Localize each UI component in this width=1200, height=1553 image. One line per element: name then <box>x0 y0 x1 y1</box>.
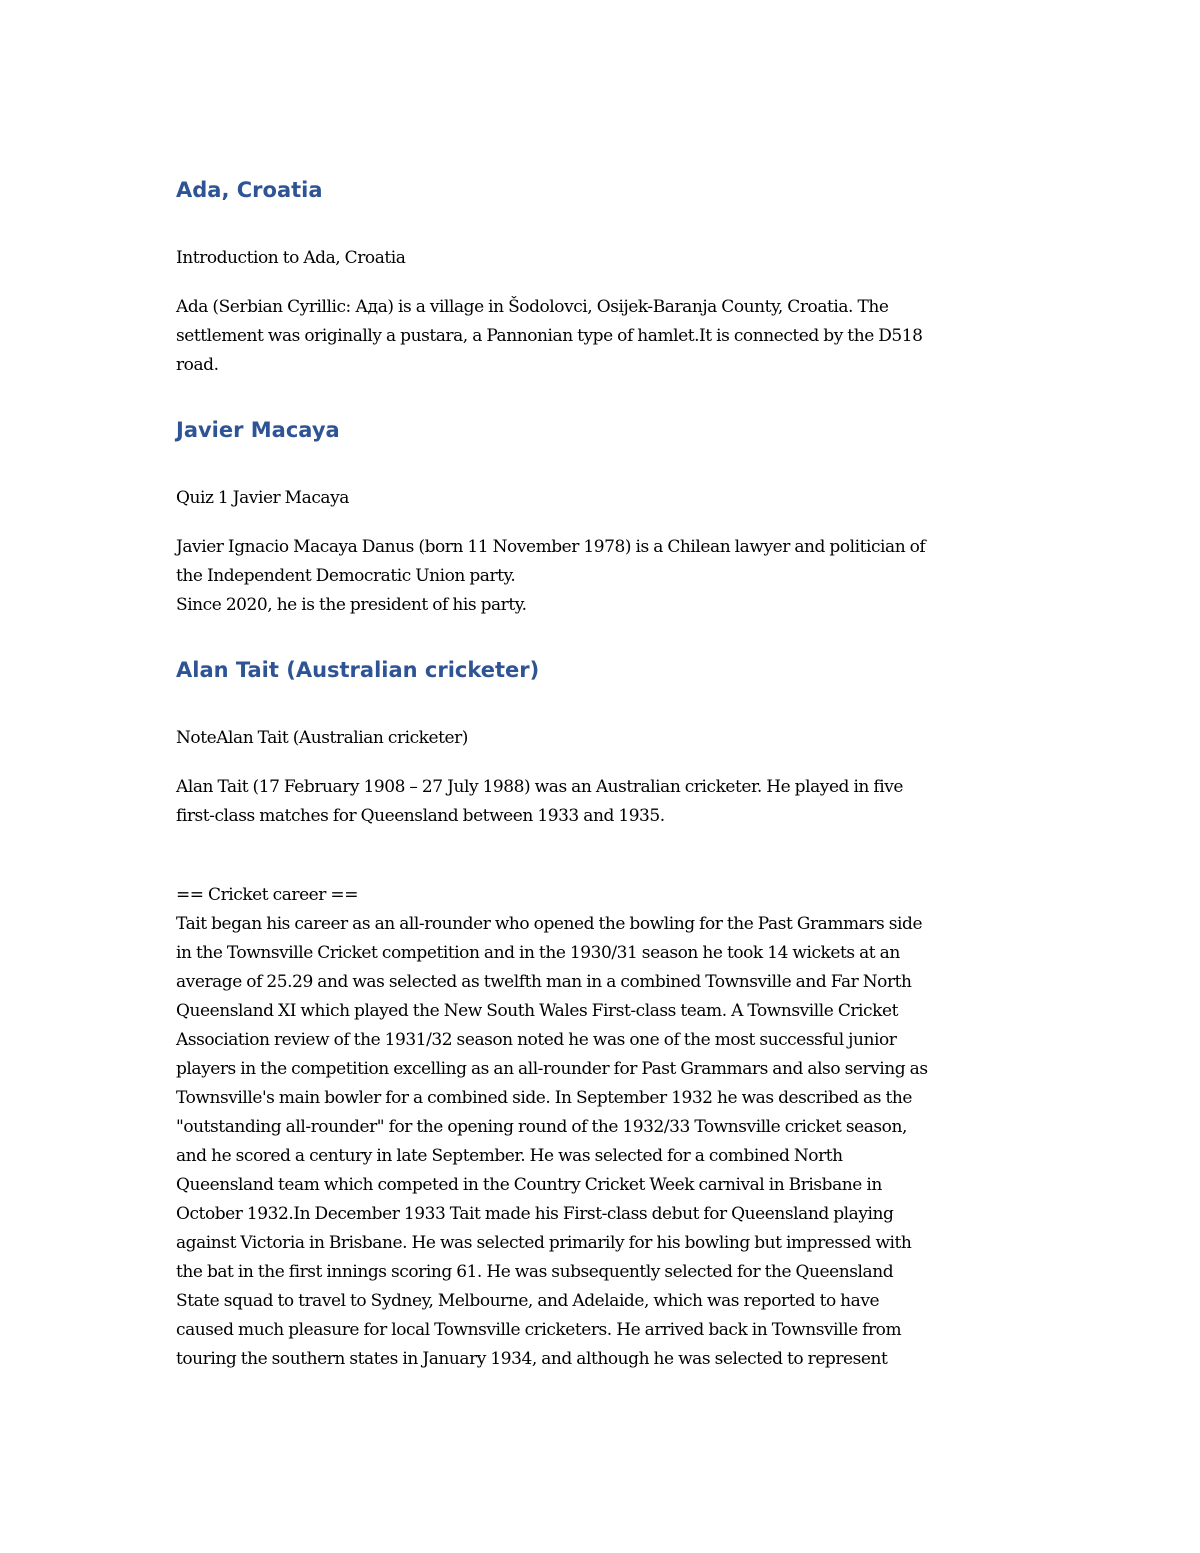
body-line: State squad to travel to Sydney, Melbourne, and Adelaide, which was reported to have <box>176 1291 880 1311</box>
body-line: touring the southern states in January 1934, and although he was selected to represent <box>176 1349 888 1369</box>
body-line: Ada (Serbian Cyrillic: Ада) is a village in Šodolovci, Osijek-Baranja County, Croatia. The <box>176 297 889 317</box>
body-line: Alan Tait (17 February 1908 – 27 July 1988) was an Australian cricketer. He played in five <box>176 777 903 797</box>
body-line: first-class matches for Queensland between 1933 and 1935. <box>176 806 665 826</box>
section-subtitle: Quiz 1 Javier Macaya <box>176 488 349 508</box>
section-heading: Alan Tait (Australian cricketer) <box>176 658 540 682</box>
body-line: average of 25.29 and was selected as twelfth man in a combined Townsville and Far North <box>176 972 912 992</box>
body-line: Townsville's main bowler for a combined side. In September 1932 he was described as the <box>176 1088 912 1108</box>
body-line: in the Townsville Cricket competition and in the 1930/31 season he took 14 wickets at an <box>176 943 900 963</box>
body-line: October 1932.In December 1933 Tait made his First-class debut for Queensland playing <box>176 1204 894 1224</box>
body-line: and he scored a century in late September. He was selected for a combined North <box>176 1146 843 1166</box>
body-line: caused much pleasure for local Townsville cricketers. He arrived back in Townsville from <box>176 1320 902 1340</box>
body-line: Association review of the 1931/32 season noted he was one of the most successful junior <box>176 1030 897 1050</box>
body-line: the Independent Democratic Union party. <box>176 566 516 586</box>
cricket-career-body <box>176 881 1036 1374</box>
career-heading: == Cricket career == <box>176 885 359 905</box>
section-subtitle: NoteAlan Tait (Australian cricketer) <box>176 728 468 748</box>
section-subtitle: Introduction to Ada, Croatia <box>176 248 406 268</box>
body-line: players in the competition excelling as an all-rounder for Past Grammars and also serving as <box>176 1059 928 1079</box>
section-body <box>176 773 1036 831</box>
body-line: "outstanding all-rounder" for the opening round of the 1932/33 Townsville cricket season, <box>176 1117 907 1137</box>
body-line: settlement was originally a pustara, a Pannonian type of hamlet.It is connected by the D518 <box>176 326 923 346</box>
section-body <box>176 293 1036 380</box>
body-line: Since 2020, he is the president of his party. <box>176 595 527 615</box>
section-heading: Ada, Croatia <box>176 178 323 202</box>
body-line: the bat in the first innings scoring 61. He was subsequently selected for the Queensland <box>176 1262 894 1282</box>
body-line: against Victoria in Brisbane. He was selected primarily for his bowling but impressed with <box>176 1233 912 1253</box>
body-line: Queensland XI which played the New South Wales First-class team. A Townsville Cricket <box>176 1001 898 1021</box>
section-heading: Javier Macaya <box>176 418 340 442</box>
document-page <box>176 176 1036 1374</box>
body-line: road. <box>176 355 219 375</box>
body-line: Javier Ignacio Macaya Danus (born 11 November 1978) is a Chilean lawyer and politician of <box>176 537 926 557</box>
section-body <box>176 533 1036 620</box>
body-line: Tait began his career as an all-rounder who opened the bowling for the Past Grammars side <box>176 914 923 934</box>
body-line: Queensland team which competed in the Country Cricket Week carnival in Brisbane in <box>176 1175 882 1195</box>
